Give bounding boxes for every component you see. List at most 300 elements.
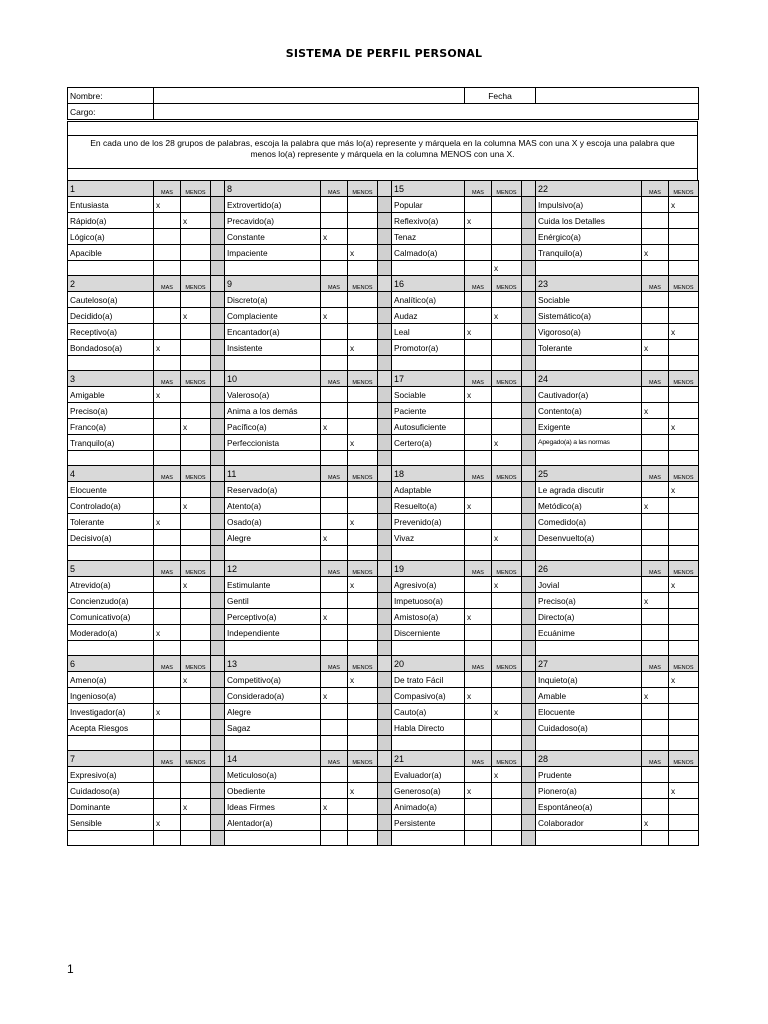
menos-checkbox-cell[interactable] <box>181 720 211 736</box>
menos-checkbox-cell[interactable]: x <box>492 435 522 451</box>
menos-checkbox-cell[interactable] <box>348 530 378 546</box>
mas-checkbox-cell[interactable]: x <box>154 340 181 356</box>
column-separator <box>522 229 536 245</box>
blank-menos-cell[interactable] <box>669 641 699 656</box>
mas-checkbox-cell[interactable]: x <box>465 783 492 799</box>
mas-checkbox-cell[interactable] <box>321 387 348 403</box>
mas-checkbox-cell[interactable]: x <box>154 625 181 641</box>
mas-checkbox-cell[interactable] <box>321 672 348 688</box>
mas-checkbox-cell[interactable] <box>321 403 348 419</box>
blank-menos-cell[interactable] <box>669 736 699 751</box>
mas-checkbox-cell[interactable] <box>321 625 348 641</box>
blank-mas-cell[interactable] <box>154 356 181 371</box>
blank-menos-cell[interactable] <box>181 451 211 466</box>
mas-checkbox-cell[interactable] <box>465 245 492 261</box>
blank-mas-cell[interactable] <box>321 261 348 276</box>
menos-checkbox-cell[interactable] <box>348 403 378 419</box>
menos-checkbox-cell[interactable] <box>669 403 699 419</box>
menos-checkbox-cell[interactable] <box>348 767 378 783</box>
menos-checkbox-cell[interactable] <box>181 609 211 625</box>
menos-checkbox-cell[interactable] <box>348 625 378 641</box>
menos-checkbox-cell[interactable] <box>669 625 699 641</box>
blank-menos-cell[interactable] <box>669 831 699 846</box>
mas-checkbox-cell[interactable] <box>642 213 669 229</box>
menos-checkbox-cell[interactable] <box>492 229 522 245</box>
menos-checkbox-cell[interactable] <box>348 308 378 324</box>
mas-checkbox-cell[interactable] <box>154 403 181 419</box>
blank-mas-cell[interactable] <box>154 546 181 561</box>
menos-checkbox-cell[interactable] <box>181 324 211 340</box>
mas-checkbox-cell[interactable] <box>154 229 181 245</box>
mas-checkbox-cell[interactable] <box>465 229 492 245</box>
mas-checkbox-cell[interactable] <box>321 815 348 831</box>
menos-checkbox-cell[interactable] <box>348 593 378 609</box>
blank-menos-cell[interactable] <box>492 831 522 846</box>
mas-checkbox-cell[interactable] <box>642 419 669 435</box>
mas-checkbox-cell[interactable] <box>154 672 181 688</box>
menos-checkbox-cell[interactable] <box>348 482 378 498</box>
blank-mas-cell[interactable] <box>465 736 492 751</box>
blank-mas-cell[interactable] <box>465 356 492 371</box>
mas-checkbox-cell[interactable] <box>465 530 492 546</box>
menos-checkbox-cell[interactable] <box>492 815 522 831</box>
menos-checkbox-cell[interactable] <box>669 593 699 609</box>
menos-checkbox-cell[interactable] <box>492 197 522 213</box>
mas-checkbox-cell[interactable] <box>154 799 181 815</box>
word-cell: Reflexivo(a) <box>392 213 465 229</box>
menos-checkbox-cell[interactable] <box>669 530 699 546</box>
menos-checkbox-cell[interactable] <box>181 340 211 356</box>
menos-checkbox-cell[interactable] <box>669 498 699 514</box>
mas-checkbox-cell[interactable] <box>154 419 181 435</box>
mas-checkbox-cell[interactable] <box>154 530 181 546</box>
menos-checkbox-cell[interactable] <box>181 815 211 831</box>
menos-checkbox-cell[interactable] <box>181 704 211 720</box>
blank-mas-cell[interactable] <box>154 261 181 276</box>
blank-mas-cell[interactable] <box>154 451 181 466</box>
menos-checkbox-cell[interactable] <box>492 324 522 340</box>
mas-checkbox-cell[interactable] <box>465 815 492 831</box>
menos-checkbox-cell[interactable] <box>669 308 699 324</box>
menos-checkbox-cell[interactable] <box>669 688 699 704</box>
word-cell: Perfeccionista <box>225 435 321 451</box>
mas-checkbox-cell[interactable] <box>321 324 348 340</box>
menos-checkbox-cell[interactable]: x <box>348 783 378 799</box>
blank-menos-cell[interactable] <box>348 261 378 276</box>
mas-checkbox-cell[interactable] <box>321 514 348 530</box>
menos-checkbox-cell[interactable]: x <box>492 704 522 720</box>
menos-checkbox-cell[interactable] <box>348 704 378 720</box>
menos-checkbox-cell[interactable] <box>348 815 378 831</box>
mas-checkbox-cell[interactable]: x <box>321 799 348 815</box>
menos-column-label: MENOS <box>181 371 211 387</box>
blank-menos-cell[interactable] <box>669 356 699 371</box>
menos-checkbox-cell[interactable]: x <box>348 514 378 530</box>
menos-checkbox-cell[interactable] <box>669 292 699 308</box>
blank-menos-cell[interactable] <box>181 261 211 276</box>
menos-checkbox-cell[interactable] <box>181 593 211 609</box>
menos-checkbox-cell[interactable] <box>181 783 211 799</box>
menos-checkbox-cell[interactable]: x <box>492 577 522 593</box>
mas-checkbox-cell[interactable] <box>154 308 181 324</box>
mas-checkbox-cell[interactable] <box>154 324 181 340</box>
blank-menos-cell[interactable] <box>348 451 378 466</box>
blank-menos-cell[interactable] <box>181 831 211 846</box>
mas-checkbox-cell[interactable] <box>321 245 348 261</box>
blank-menos-cell[interactable] <box>669 261 699 276</box>
table-row <box>68 625 699 641</box>
menos-checkbox-cell[interactable] <box>492 799 522 815</box>
blank-menos-cell[interactable] <box>348 546 378 561</box>
mas-checkbox-cell[interactable] <box>321 435 348 451</box>
mas-checkbox-cell[interactable]: x <box>642 688 669 704</box>
menos-checkbox-cell[interactable] <box>181 387 211 403</box>
mas-checkbox-cell[interactable] <box>465 292 492 308</box>
blank-menos-cell[interactable] <box>492 451 522 466</box>
menos-checkbox-cell[interactable] <box>348 419 378 435</box>
menos-checkbox-cell[interactable] <box>669 435 699 451</box>
blank-mas-cell[interactable] <box>642 546 669 561</box>
menos-checkbox-cell[interactable] <box>669 609 699 625</box>
mas-checkbox-cell[interactable] <box>642 387 669 403</box>
mas-checkbox-cell[interactable] <box>154 213 181 229</box>
mas-checkbox-cell[interactable] <box>321 213 348 229</box>
mas-checkbox-cell[interactable] <box>642 799 669 815</box>
menos-checkbox-cell[interactable] <box>492 292 522 308</box>
menos-checkbox-cell[interactable] <box>348 324 378 340</box>
mas-checkbox-cell[interactable] <box>154 245 181 261</box>
menos-checkbox-cell[interactable]: x <box>669 672 699 688</box>
blank-menos-cell[interactable]: x <box>492 261 522 276</box>
mas-checkbox-cell[interactable] <box>465 625 492 641</box>
mas-checkbox-cell[interactable]: x <box>465 324 492 340</box>
mas-checkbox-cell[interactable] <box>321 767 348 783</box>
blank-menos-cell[interactable] <box>492 546 522 561</box>
blank-menos-cell[interactable] <box>348 831 378 846</box>
blank-mas-cell[interactable] <box>465 641 492 656</box>
menos-checkbox-cell[interactable] <box>669 340 699 356</box>
date-field[interactable] <box>536 88 699 104</box>
mas-checkbox-cell[interactable] <box>642 482 669 498</box>
menos-checkbox-cell[interactable]: x <box>669 419 699 435</box>
mas-checkbox-cell[interactable]: x <box>642 593 669 609</box>
mas-checkbox-cell[interactable] <box>321 577 348 593</box>
menos-checkbox-cell[interactable] <box>348 688 378 704</box>
blank-mas-cell[interactable] <box>465 451 492 466</box>
menos-checkbox-cell[interactable] <box>181 403 211 419</box>
menos-column-label: MENOS <box>181 466 211 482</box>
blank-menos-cell[interactable] <box>669 546 699 561</box>
blank-mas-cell[interactable] <box>321 831 348 846</box>
mas-checkbox-cell[interactable] <box>154 292 181 308</box>
mas-checkbox-cell[interactable]: x <box>465 387 492 403</box>
mas-checkbox-cell[interactable] <box>154 577 181 593</box>
blank-mas-cell[interactable] <box>154 641 181 656</box>
mas-checkbox-cell[interactable] <box>642 435 669 451</box>
menos-checkbox-cell[interactable]: x <box>181 577 211 593</box>
menos-checkbox-cell[interactable] <box>669 245 699 261</box>
mas-checkbox-cell[interactable] <box>642 577 669 593</box>
menos-checkbox-cell[interactable] <box>181 229 211 245</box>
mas-checkbox-cell[interactable] <box>642 197 669 213</box>
menos-checkbox-cell[interactable]: x <box>181 799 211 815</box>
mas-checkbox-cell[interactable] <box>465 577 492 593</box>
mas-checkbox-cell[interactable] <box>321 593 348 609</box>
menos-checkbox-cell[interactable]: x <box>348 340 378 356</box>
blank-mas-cell[interactable] <box>642 451 669 466</box>
menos-checkbox-cell[interactable] <box>492 213 522 229</box>
menos-checkbox-cell[interactable]: x <box>669 324 699 340</box>
menos-checkbox-cell[interactable] <box>669 767 699 783</box>
mas-checkbox-cell[interactable]: x <box>321 419 348 435</box>
menos-checkbox-cell[interactable] <box>348 720 378 736</box>
blank-mas-cell[interactable] <box>321 451 348 466</box>
menos-checkbox-cell[interactable] <box>181 482 211 498</box>
mas-checkbox-cell[interactable]: x <box>321 688 348 704</box>
menos-checkbox-cell[interactable] <box>492 783 522 799</box>
menos-checkbox-cell[interactable] <box>492 482 522 498</box>
mas-checkbox-cell[interactable]: x <box>642 340 669 356</box>
mas-checkbox-cell[interactable] <box>465 593 492 609</box>
menos-checkbox-cell[interactable] <box>181 625 211 641</box>
blank-menos-cell[interactable] <box>348 736 378 751</box>
mas-checkbox-cell[interactable] <box>642 324 669 340</box>
menos-checkbox-cell[interactable] <box>181 530 211 546</box>
mas-checkbox-cell[interactable] <box>154 688 181 704</box>
menos-checkbox-cell[interactable]: x <box>669 783 699 799</box>
mas-checkbox-cell[interactable] <box>321 498 348 514</box>
menos-checkbox-cell[interactable] <box>181 435 211 451</box>
mas-checkbox-cell[interactable]: x <box>154 387 181 403</box>
mas-checkbox-cell[interactable] <box>642 514 669 530</box>
mas-checkbox-cell[interactable] <box>465 340 492 356</box>
mas-checkbox-cell[interactable]: x <box>642 498 669 514</box>
word-cell: Pionero(a) <box>536 783 642 799</box>
mas-checkbox-cell[interactable] <box>154 593 181 609</box>
mas-checkbox-cell[interactable]: x <box>154 197 181 213</box>
blank-mas-cell[interactable] <box>642 356 669 371</box>
blank-mas-cell[interactable] <box>642 641 669 656</box>
menos-checkbox-cell[interactable] <box>492 403 522 419</box>
mas-checkbox-cell[interactable] <box>321 482 348 498</box>
mas-checkbox-cell[interactable]: x <box>465 498 492 514</box>
mas-checkbox-cell[interactable]: x <box>642 815 669 831</box>
mas-checkbox-cell[interactable] <box>642 720 669 736</box>
mas-checkbox-cell[interactable] <box>642 783 669 799</box>
mas-checkbox-cell[interactable] <box>465 197 492 213</box>
menos-checkbox-cell[interactable] <box>348 213 378 229</box>
menos-checkbox-cell[interactable] <box>492 514 522 530</box>
mas-checkbox-cell[interactable] <box>465 514 492 530</box>
mas-checkbox-cell[interactable] <box>465 403 492 419</box>
word-cell: Alegre <box>225 704 321 720</box>
menos-checkbox-cell[interactable]: x <box>181 419 211 435</box>
mas-checkbox-cell[interactable] <box>465 308 492 324</box>
menos-checkbox-cell[interactable]: x <box>348 577 378 593</box>
menos-checkbox-cell[interactable] <box>669 387 699 403</box>
menos-checkbox-cell[interactable] <box>181 514 211 530</box>
menos-checkbox-cell[interactable]: x <box>348 672 378 688</box>
menos-checkbox-cell[interactable] <box>348 609 378 625</box>
mas-checkbox-cell[interactable] <box>465 799 492 815</box>
menos-checkbox-cell[interactable] <box>348 229 378 245</box>
mas-checkbox-cell[interactable] <box>642 229 669 245</box>
menos-checkbox-cell[interactable] <box>348 387 378 403</box>
menos-checkbox-cell[interactable] <box>348 197 378 213</box>
blank-menos-cell[interactable] <box>181 356 211 371</box>
menos-checkbox-cell[interactable] <box>492 340 522 356</box>
column-separator <box>211 356 225 371</box>
menos-checkbox-cell[interactable] <box>669 704 699 720</box>
menos-checkbox-cell[interactable] <box>181 688 211 704</box>
blank-mas-cell[interactable] <box>154 736 181 751</box>
name-field[interactable] <box>154 88 465 104</box>
menos-checkbox-cell[interactable]: x <box>492 530 522 546</box>
blank-menos-cell[interactable] <box>348 641 378 656</box>
menos-checkbox-cell[interactable]: x <box>348 245 378 261</box>
mas-checkbox-cell[interactable] <box>321 783 348 799</box>
mas-checkbox-cell[interactable] <box>321 704 348 720</box>
mas-checkbox-cell[interactable] <box>321 340 348 356</box>
menos-checkbox-cell[interactable] <box>492 609 522 625</box>
mas-checkbox-cell[interactable] <box>465 704 492 720</box>
menos-checkbox-cell[interactable] <box>492 625 522 641</box>
mas-checkbox-cell[interactable]: x <box>465 688 492 704</box>
table-row <box>68 387 699 403</box>
blank-menos-cell[interactable] <box>348 356 378 371</box>
menos-checkbox-cell[interactable] <box>669 720 699 736</box>
blank-mas-cell[interactable] <box>321 546 348 561</box>
mas-checkbox-cell[interactable] <box>465 672 492 688</box>
menos-checkbox-cell[interactable] <box>492 419 522 435</box>
mas-checkbox-cell[interactable]: x <box>642 403 669 419</box>
mas-checkbox-cell[interactable] <box>154 482 181 498</box>
mas-checkbox-cell[interactable] <box>154 720 181 736</box>
mas-checkbox-cell[interactable] <box>154 435 181 451</box>
mas-checkbox-cell[interactable]: x <box>642 245 669 261</box>
mas-checkbox-cell[interactable] <box>465 419 492 435</box>
mas-checkbox-cell[interactable] <box>321 197 348 213</box>
word-cell: Receptivo(a) <box>68 324 154 340</box>
mas-checkbox-cell[interactable]: x <box>321 229 348 245</box>
mas-checkbox-cell[interactable]: x <box>154 815 181 831</box>
mas-checkbox-cell[interactable] <box>642 609 669 625</box>
column-separator <box>211 815 225 831</box>
menos-checkbox-cell[interactable] <box>348 498 378 514</box>
blank-menos-cell[interactable] <box>492 736 522 751</box>
mas-checkbox-cell[interactable] <box>154 609 181 625</box>
menos-checkbox-cell[interactable] <box>492 245 522 261</box>
blank-mas-cell[interactable] <box>465 546 492 561</box>
menos-checkbox-cell[interactable] <box>492 593 522 609</box>
mas-checkbox-cell[interactable] <box>642 704 669 720</box>
mas-checkbox-cell[interactable]: x <box>321 308 348 324</box>
menos-checkbox-cell[interactable] <box>181 245 211 261</box>
menos-checkbox-cell[interactable]: x <box>181 213 211 229</box>
menos-checkbox-cell[interactable] <box>492 672 522 688</box>
blank-mas-cell[interactable] <box>321 356 348 371</box>
menos-checkbox-cell[interactable]: x <box>492 308 522 324</box>
blank-mas-cell[interactable] <box>642 261 669 276</box>
blank-mas-cell[interactable] <box>642 736 669 751</box>
blank-mas-cell[interactable] <box>642 831 669 846</box>
blank-mas-cell[interactable] <box>465 831 492 846</box>
menos-checkbox-cell[interactable]: x <box>669 197 699 213</box>
menos-checkbox-cell[interactable]: x <box>181 498 211 514</box>
menos-checkbox-cell[interactable] <box>348 799 378 815</box>
menos-checkbox-cell[interactable] <box>492 498 522 514</box>
blank-menos-cell[interactable] <box>492 641 522 656</box>
mas-checkbox-cell[interactable] <box>321 292 348 308</box>
blank-menos-cell[interactable] <box>181 736 211 751</box>
column-separator <box>378 799 392 815</box>
mas-checkbox-cell[interactable] <box>465 435 492 451</box>
table-row <box>68 577 699 593</box>
mas-checkbox-cell[interactable] <box>642 530 669 546</box>
spacer-row <box>68 261 699 276</box>
blank-mas-cell[interactable] <box>321 736 348 751</box>
mas-checkbox-cell[interactable] <box>465 767 492 783</box>
blank-menos-cell[interactable] <box>669 451 699 466</box>
menos-checkbox-cell[interactable]: x <box>181 308 211 324</box>
mas-checkbox-cell[interactable]: x <box>465 609 492 625</box>
mas-checkbox-cell[interactable]: x <box>321 530 348 546</box>
column-separator <box>211 672 225 688</box>
mas-checkbox-cell[interactable] <box>642 672 669 688</box>
mas-checkbox-cell[interactable]: x <box>154 704 181 720</box>
blank-menos-cell[interactable] <box>492 356 522 371</box>
mas-checkbox-cell[interactable] <box>465 720 492 736</box>
mas-checkbox-cell[interactable] <box>465 482 492 498</box>
mas-checkbox-cell[interactable] <box>154 767 181 783</box>
menos-checkbox-cell[interactable] <box>669 799 699 815</box>
menos-checkbox-cell[interactable] <box>669 229 699 245</box>
menos-checkbox-cell[interactable] <box>669 514 699 530</box>
mas-checkbox-cell[interactable] <box>642 767 669 783</box>
mas-checkbox-cell[interactable] <box>642 292 669 308</box>
menos-checkbox-cell[interactable]: x <box>348 435 378 451</box>
blank-mas-cell[interactable] <box>465 261 492 276</box>
mas-checkbox-cell[interactable]: x <box>154 514 181 530</box>
menos-checkbox-cell[interactable]: x <box>181 672 211 688</box>
role-field[interactable] <box>154 104 699 120</box>
mas-checkbox-cell[interactable] <box>642 625 669 641</box>
word-cell: Comedido(a) <box>536 514 642 530</box>
mas-checkbox-cell[interactable] <box>321 720 348 736</box>
menos-checkbox-cell[interactable] <box>669 815 699 831</box>
menos-checkbox-cell[interactable]: x <box>669 577 699 593</box>
menos-checkbox-cell[interactable] <box>181 292 211 308</box>
menos-checkbox-cell[interactable] <box>669 213 699 229</box>
blank-mas-cell[interactable] <box>154 831 181 846</box>
menos-checkbox-cell[interactable] <box>492 387 522 403</box>
blank-menos-cell[interactable] <box>181 546 211 561</box>
blank-mas-cell[interactable] <box>321 641 348 656</box>
menos-checkbox-cell[interactable] <box>492 688 522 704</box>
menos-checkbox-cell[interactable] <box>492 720 522 736</box>
menos-checkbox-cell[interactable]: x <box>492 767 522 783</box>
menos-checkbox-cell[interactable]: x <box>669 482 699 498</box>
mas-checkbox-cell[interactable]: x <box>465 213 492 229</box>
mas-checkbox-cell[interactable] <box>154 783 181 799</box>
menos-checkbox-cell[interactable] <box>181 767 211 783</box>
mas-checkbox-cell[interactable]: x <box>321 609 348 625</box>
menos-checkbox-cell[interactable] <box>181 197 211 213</box>
mas-checkbox-cell[interactable] <box>642 308 669 324</box>
menos-checkbox-cell[interactable] <box>348 292 378 308</box>
blank-menos-cell[interactable] <box>181 641 211 656</box>
mas-checkbox-cell[interactable] <box>154 498 181 514</box>
